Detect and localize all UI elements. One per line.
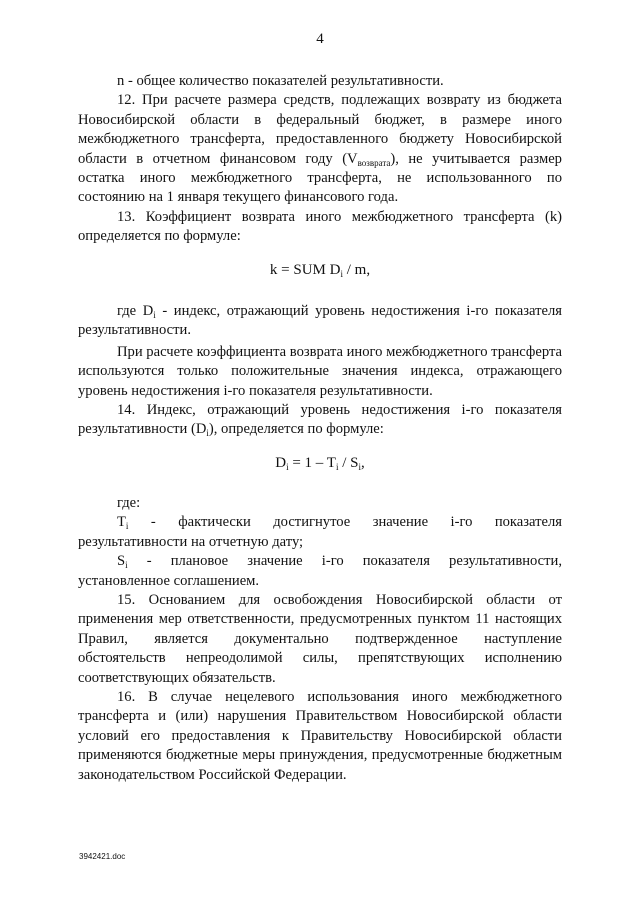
section-block-3 xyxy=(78,494,562,785)
paragraph-16: 16. В случае нецелевого использования иного межбюджетного трансферта и (или) нарушения Правительством Новосибирской области условий его предоставления к Правительству Новосибирской области применяются бюджетные меры принуждения, предусмотренные бюджетным законодательством Российской Федерации. xyxy=(78,689,562,783)
formula-k: k = SUM $D_i$ / m, xyxy=(269,262,371,279)
where-label: где: xyxy=(117,495,141,511)
paragraph-13: 13. Коэффициент возврата иного межбюджетного трансферта (k) определяется по формуле: xyxy=(78,208,562,245)
page-number: 4 xyxy=(316,31,324,47)
section-block-1 xyxy=(78,72,562,247)
section-block-2 xyxy=(78,302,562,440)
formula-di: $D_i = 1 - T_i / S_i$, xyxy=(275,455,365,472)
si-definition: $S_i$ - плановое значение i-го показателя результативности, установленное соглашением. xyxy=(78,553,562,589)
ti-definition: $T_i$ - фактически достигнутое значение i-го показателя результативности на отчетную дату; xyxy=(78,514,562,550)
paragraph-12: 12. При расчете размера средств, подлежащих возврату из бюджета Новосибирской области в федеральный бюджет, в размере иного межбюджетного трансферта, предоставленного бюджету Новосибирской области в отчетном финансовом году $(V_{возврата})$, не учитывается размер остатка иного межбюджетного трансферта, не использованного по состоянию на 1 января текущего финансового года. xyxy=(78,92,562,206)
file-name-footer: 3942421.doc xyxy=(79,852,126,861)
n-definition: n - общее количество показателей результативности. xyxy=(117,73,444,89)
where-di: где $D_i$ - индекс, отражающий уровень недостижения i-го показателя результативности. xyxy=(78,303,562,339)
paragraph-14: 14. Индекс, отражающий уровень недостижения i-го показателя результативности $(D_i)$, определяется по формуле: xyxy=(78,402,562,439)
paragraph-15: 15. Основанием для освобождения Новосибирской области от применения мер ответственности, предусмотренных пунктом 11 настоящих Правил, является документально подтвержденное наступление обстоятельств непреодолимой силы, препятствующих исполнению соответствующих обязательств. xyxy=(78,592,562,686)
calculation-note: При расчете коэффициента возврата иного межбюджетного трансферта используются только положительные значения индекса, отражающего уровень недостижения i-го показателя результативности. xyxy=(78,343,563,399)
